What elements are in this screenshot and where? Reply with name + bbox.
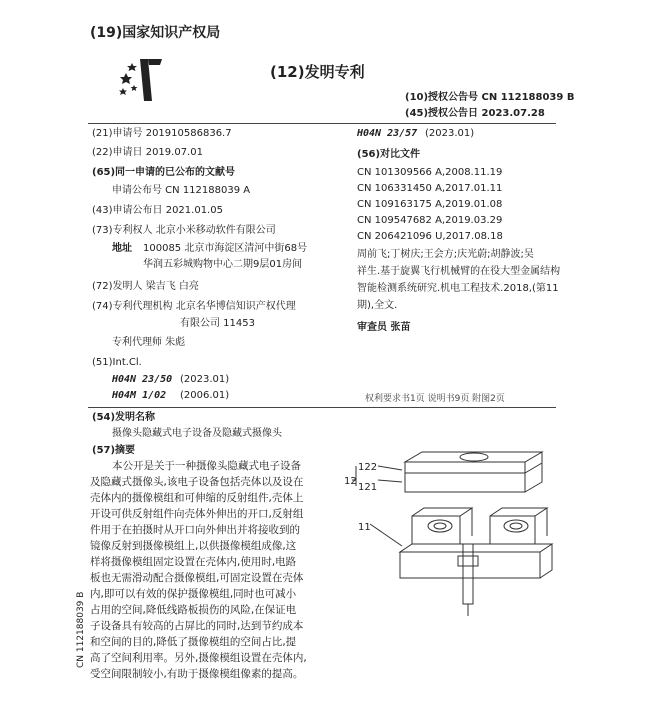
reference-item: CN 109163175 A,2019.01.08 (357, 199, 503, 210)
support-shaft (463, 544, 473, 604)
address-line-2: 华润五彩城购物中心二期9层01房间 (143, 259, 303, 270)
camera-assembly-figure (330, 440, 570, 630)
abstract-line: 高了空间利用率。另外,摄像模组设置在壳体内, (90, 652, 307, 664)
invention-title: 摄像头隐藏式电子设备及隐藏式摄像头 (112, 428, 282, 439)
body-divider (88, 407, 556, 408)
page-count-info: 权利要求书1页 说明书9页 附图2页 (365, 394, 505, 404)
abstract-line: 板也无需滑动配合摄像模组,可固定设置在壳体 (90, 572, 304, 584)
publication-date: (43)申请公布日 2021.01.05 (92, 205, 223, 216)
abstract-line: 件用于在拍摄时从开口向外伸出并将接收到的 (90, 524, 300, 536)
abstract-line: 内,即可以有效的保护摄像模组,同时也可减小 (90, 588, 297, 600)
reference-item: CN 109547682 A,2019.03.29 (357, 215, 503, 226)
abstract-line: 子设备具有较高的占屏比的同时,达到节约成本 (90, 620, 304, 632)
side-patent-number: CN 112188039 B (76, 591, 86, 668)
reference-item: CN 106331450 A,2017.01.11 (357, 183, 503, 194)
ipc-date-1: (2023.01) (180, 374, 230, 385)
reference-text-line: 周前飞;丁树庆;王会方;庆光蔚;胡静波;吴 (357, 249, 534, 260)
title-label: (54)发明名称 (92, 412, 156, 423)
abstract-line: 和空间的目的,降低了摄像模组的空间占比,提 (90, 636, 297, 648)
ipc-code-2: H04M 1/02 (112, 390, 167, 401)
prior-publication-title: (65)同一申请的已公布的文献号 (92, 167, 236, 178)
abstract-line: 及隐藏式摄像头,该电子设备包括壳体以及设在 (90, 476, 304, 488)
office-name: (19)国家知识产权局 (90, 25, 221, 41)
reference-item: CN 101309566 A,2008.11.19 (357, 167, 503, 178)
patentee: (73)专利权人 北京小米移动软件有限公司 (92, 225, 276, 236)
label-121: 121 (358, 482, 378, 493)
abstract-line: 镜像反射到摄像模组上,以供摄像模组成像,这 (90, 540, 297, 552)
ipc-date-3: (2023.01) (425, 128, 475, 139)
int-cl-label: (51)Int.Cl. (92, 357, 142, 368)
application-number: (21)申请号 201910586836.7 (92, 128, 232, 139)
agency-line-2: 有限公司 11453 (180, 318, 255, 329)
ipc-code-3: H04N 23/57 (357, 128, 418, 139)
abstract-label: (57)摘要 (92, 445, 136, 456)
reference-text-line: 期),全文. (357, 300, 398, 311)
abstract-line: 受空间限制较小,有助于摄像模组像素的提高。 (90, 668, 304, 680)
ipc-code-1: H04N 23/50 (112, 374, 173, 385)
address-line-1: 100085 北京市海淀区清河中街68号 (143, 243, 308, 254)
application-date: (22)申请日 2019.07.01 (92, 147, 203, 158)
abstract-line: 占用的空间,降低线路板损伤的风险,在保证电 (90, 604, 297, 616)
lens-opening (460, 453, 488, 461)
abstract-line: 壳体内的摄像模组和可伸缩的反射组件,壳体上 (90, 492, 304, 504)
inventors: (72)发明人 梁吉飞 白亮 (92, 281, 199, 292)
housing-block (400, 544, 552, 552)
agency-line-1: (74)专利代理机构 北京名华博信知识产权代理 (92, 301, 296, 312)
cnipa-logo (118, 55, 166, 103)
grant-date: (45)授权公告日 2023.07.28 (405, 108, 545, 119)
examiner: 审查员 张苗 (357, 322, 411, 333)
camera-lens-left (428, 520, 452, 532)
reference-item: CN 206421096 U,2017.08.18 (357, 231, 503, 242)
header-divider (88, 123, 556, 124)
reference-text-line: 智能检测系统研究.机电工程技术.2018,(第11 (357, 283, 559, 294)
abstract-line: 开设可供反射组件向壳体外伸出的开口,反射组 (90, 508, 304, 520)
document-type: (12)发明专利 (270, 63, 365, 81)
label-12: 12 (344, 476, 357, 487)
references-title: (56)对比文件 (357, 149, 421, 160)
reference-text-line: 祥生.基于旋翼飞行机械臂的在役大型金属结构 (357, 266, 561, 277)
camera-lens-right (504, 520, 528, 532)
address-label: 地址 (112, 243, 132, 254)
prior-publication-number: 申请公布号 CN 112188039 A (112, 185, 251, 196)
patent-agent: 专利代理师 朱彪 (112, 337, 186, 348)
label-122: 122 (358, 462, 378, 473)
abstract-line: 样将摄像模组固定设置在壳体内,使用时,电路 (90, 556, 297, 568)
ipc-date-2: (2006.01) (180, 390, 230, 401)
label-11: 11 (358, 522, 371, 533)
abstract-line: 本公开是关于一种摄像头隐藏式电子设备 (112, 460, 301, 472)
grant-number: (10)授权公告号 CN 112188039 B (405, 92, 575, 103)
